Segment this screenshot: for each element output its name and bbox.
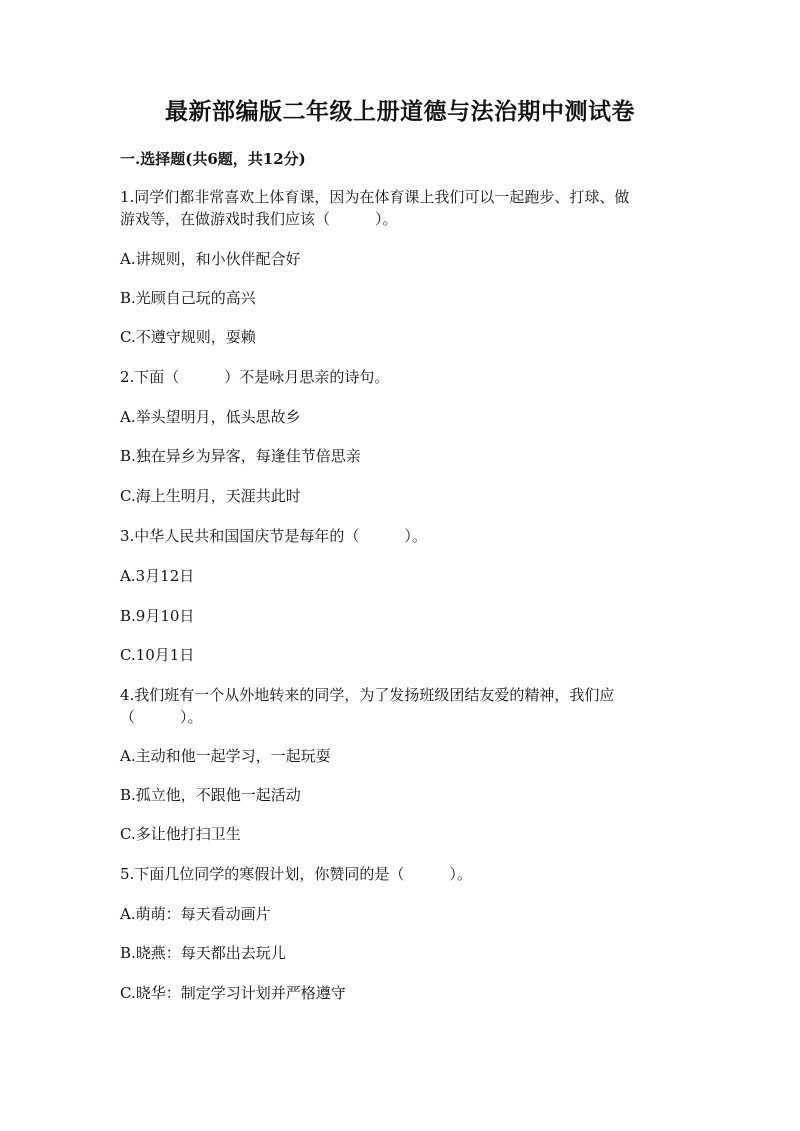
- question-5-stem-line-1: 5.下面几位同学的寒假计划，你赞同的是（ ）。: [120, 865, 472, 883]
- question-4-option-c: C.多让他打扫卫生: [120, 825, 241, 843]
- question-4-option-b: B.孤立他，不跟他一起活动: [120, 786, 301, 804]
- question-5-option-b: B.晓燕：每天都出去玩儿: [120, 944, 286, 962]
- question-5-option-c: C.晓华：制定学习计划并严格遵守: [120, 984, 346, 1002]
- question-3-option-b: B.9月10日: [120, 607, 195, 625]
- question-4-stem-line-2: （ ）。: [120, 708, 203, 726]
- question-4-stem-line-1: 4.我们班有一个从外地转来的同学，为了发扬班级团结友爱的精神，我们应: [120, 686, 615, 704]
- question-1-stem-line-2: 游戏等，在做游戏时我们应该（ ）。: [120, 210, 398, 228]
- question-2-option-b: B.独在异乡为异客，每逢佳节倍思亲: [120, 447, 361, 465]
- question-2-option-a: A.举头望明月，低头思故乡: [120, 408, 301, 426]
- question-5-option-a: A.萌萌：每天看动画片: [120, 905, 271, 923]
- question-1-option-b: B.光顾自己玩的高兴: [120, 289, 256, 307]
- page-title: 最新部编版二年级上册道德与法治期中测试卷: [165, 98, 635, 125]
- question-2-option-c: C.海上生明月，天涯共此时: [120, 487, 301, 505]
- question-2-stem-line-1: 2.下面（ ）不是咏月思亲的诗句。: [120, 368, 390, 386]
- question-1-stem-line-1: 1.同学们都非常喜欢上体育课，因为在体育课上我们可以一起跑步、打球、做: [120, 188, 630, 206]
- question-3-option-a: A.3月12日: [120, 567, 195, 585]
- question-3-stem-line-1: 3.中华人民共和国国庆节是每年的（ ）。: [120, 527, 427, 545]
- section-heading: 一.选择题(共6题，共12分): [120, 150, 306, 168]
- question-1-option-a: A.讲规则，和小伙伴配合好: [120, 250, 301, 268]
- question-4-option-a: A.主动和他一起学习，一起玩耍: [120, 747, 331, 765]
- question-3-option-c: C.10月1日: [120, 646, 195, 664]
- question-1-option-c: C.不遵守规则，耍赖: [120, 328, 256, 346]
